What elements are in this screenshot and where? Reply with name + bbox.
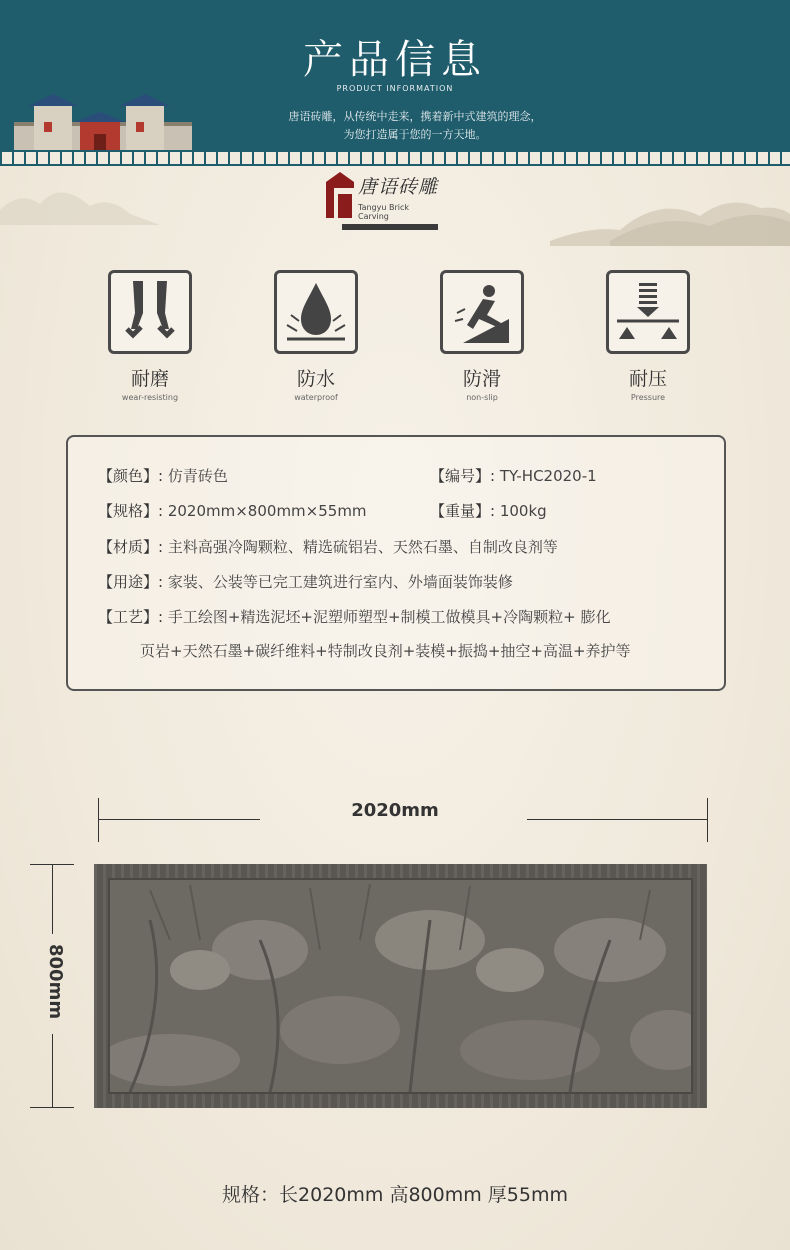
feature-non-slip: [432, 270, 532, 402]
pliers-icon: [111, 273, 189, 351]
page-title: 产品信息: [303, 37, 487, 83]
spec-use-label: 【用途】:: [98, 573, 164, 591]
height-dim-line-top: [52, 864, 53, 934]
brick-carving-image: [94, 864, 707, 1108]
spec-material-label: 【材质】:: [98, 538, 164, 556]
spec-use: [98, 571, 513, 592]
fret-border: [0, 150, 790, 166]
logo-underline: [342, 224, 438, 230]
width-dim-tick-right: [707, 798, 708, 842]
brand-name: 唐语砖雕: [358, 176, 439, 198]
slogan: [220, 108, 610, 144]
spec-material: [98, 536, 558, 557]
height-dim-tick-bottom: [30, 1107, 74, 1108]
spec-craft-label: 【工艺】:: [98, 608, 164, 626]
feature-label: 防水: [296, 368, 335, 390]
spec-craft-value-1: 手工绘图+精选泥坯+泥塑师塑型+制模工做模具+冷陶颗粒+ 膨化: [167, 608, 611, 626]
pressure-icon: [609, 273, 687, 351]
spec-size-label: 【规格】:: [98, 502, 164, 520]
slip-person-icon: [443, 273, 521, 351]
spec-color-value: 仿青砖色: [167, 467, 228, 485]
feature-wear-resisting: [100, 270, 200, 402]
castle-illustration: [14, 92, 192, 152]
spec-code: [430, 465, 597, 486]
spec-color: [98, 465, 228, 486]
mountain-right-decoration: [550, 186, 790, 246]
feature-label: 防滑: [462, 368, 501, 390]
brand-logo: [322, 170, 442, 230]
page-subtitle: PRODUCT INFORMATION: [336, 84, 454, 93]
header-banner: [0, 0, 790, 150]
spec-weight-label: 【重量】:: [430, 502, 496, 520]
feature-pressure: [598, 270, 698, 402]
slogan-line-1: 唐语砖雕，从传统中走来，携着新中式建筑的理念，: [288, 110, 542, 123]
spec-craft-line-2: 页岩+天然石墨+碳纤维料+特制改良剂+装模+振捣+抽空+高温+养护等: [140, 642, 631, 660]
feature-label: 耐磨: [130, 368, 169, 390]
spec-use-value: 家装、公装等已完工建筑进行室内、外墙面装饰装修: [167, 573, 513, 591]
feature-label: 耐压: [628, 368, 667, 390]
feature-label-en: Pressure: [630, 393, 666, 402]
feature-label-en: non-slip: [466, 393, 498, 402]
height-dim-line-bottom: [52, 1034, 53, 1107]
spec-size: [98, 500, 367, 521]
water-drop-icon: [277, 273, 355, 351]
lotus-relief-illustration: [110, 880, 691, 1092]
carving-relief: [108, 878, 693, 1094]
spec-code-label: 【编号】:: [430, 467, 496, 485]
mountain-left-decoration: [0, 170, 160, 225]
width-dimension-label: 2020mm: [351, 800, 439, 821]
spec-caption: 规格：长2020mm 高800mm 厚55mm: [222, 1184, 568, 1206]
slogan-line-2: 为您打造属于您的一方天地。: [343, 128, 487, 141]
width-dim-line-right: [527, 819, 707, 820]
feature-icon-box: [274, 270, 358, 354]
spec-material-value: 主料高强冷陶颗粒、精选硫铝岩、天然石墨、自制改良剂等: [167, 538, 558, 556]
feature-label-en: wear-resisting: [121, 393, 179, 402]
spec-box: [66, 435, 726, 691]
spec-craft: [98, 606, 610, 627]
width-dim-tick-left: [98, 798, 99, 842]
feature-icon-box: [606, 270, 690, 354]
spec-size-value: 2020mm×800mm×55mm: [167, 502, 367, 520]
feature-label-en: waterproof: [294, 393, 338, 402]
width-dim-line-left: [98, 819, 260, 820]
feature-icon-box: [440, 270, 524, 354]
logo-mark-icon: [322, 170, 358, 220]
feature-waterproof: [266, 270, 366, 402]
feature-icon-box: [108, 270, 192, 354]
height-dimension-label: 800mm: [45, 944, 66, 1020]
brand-name-en: Tangyu Brick Carving: [358, 203, 409, 221]
spec-weight-value: 100kg: [499, 502, 547, 520]
spec-color-label: 【颜色】:: [98, 467, 164, 485]
spec-weight: [430, 500, 547, 521]
spec-code-value: TY-HC2020-1: [499, 467, 597, 485]
